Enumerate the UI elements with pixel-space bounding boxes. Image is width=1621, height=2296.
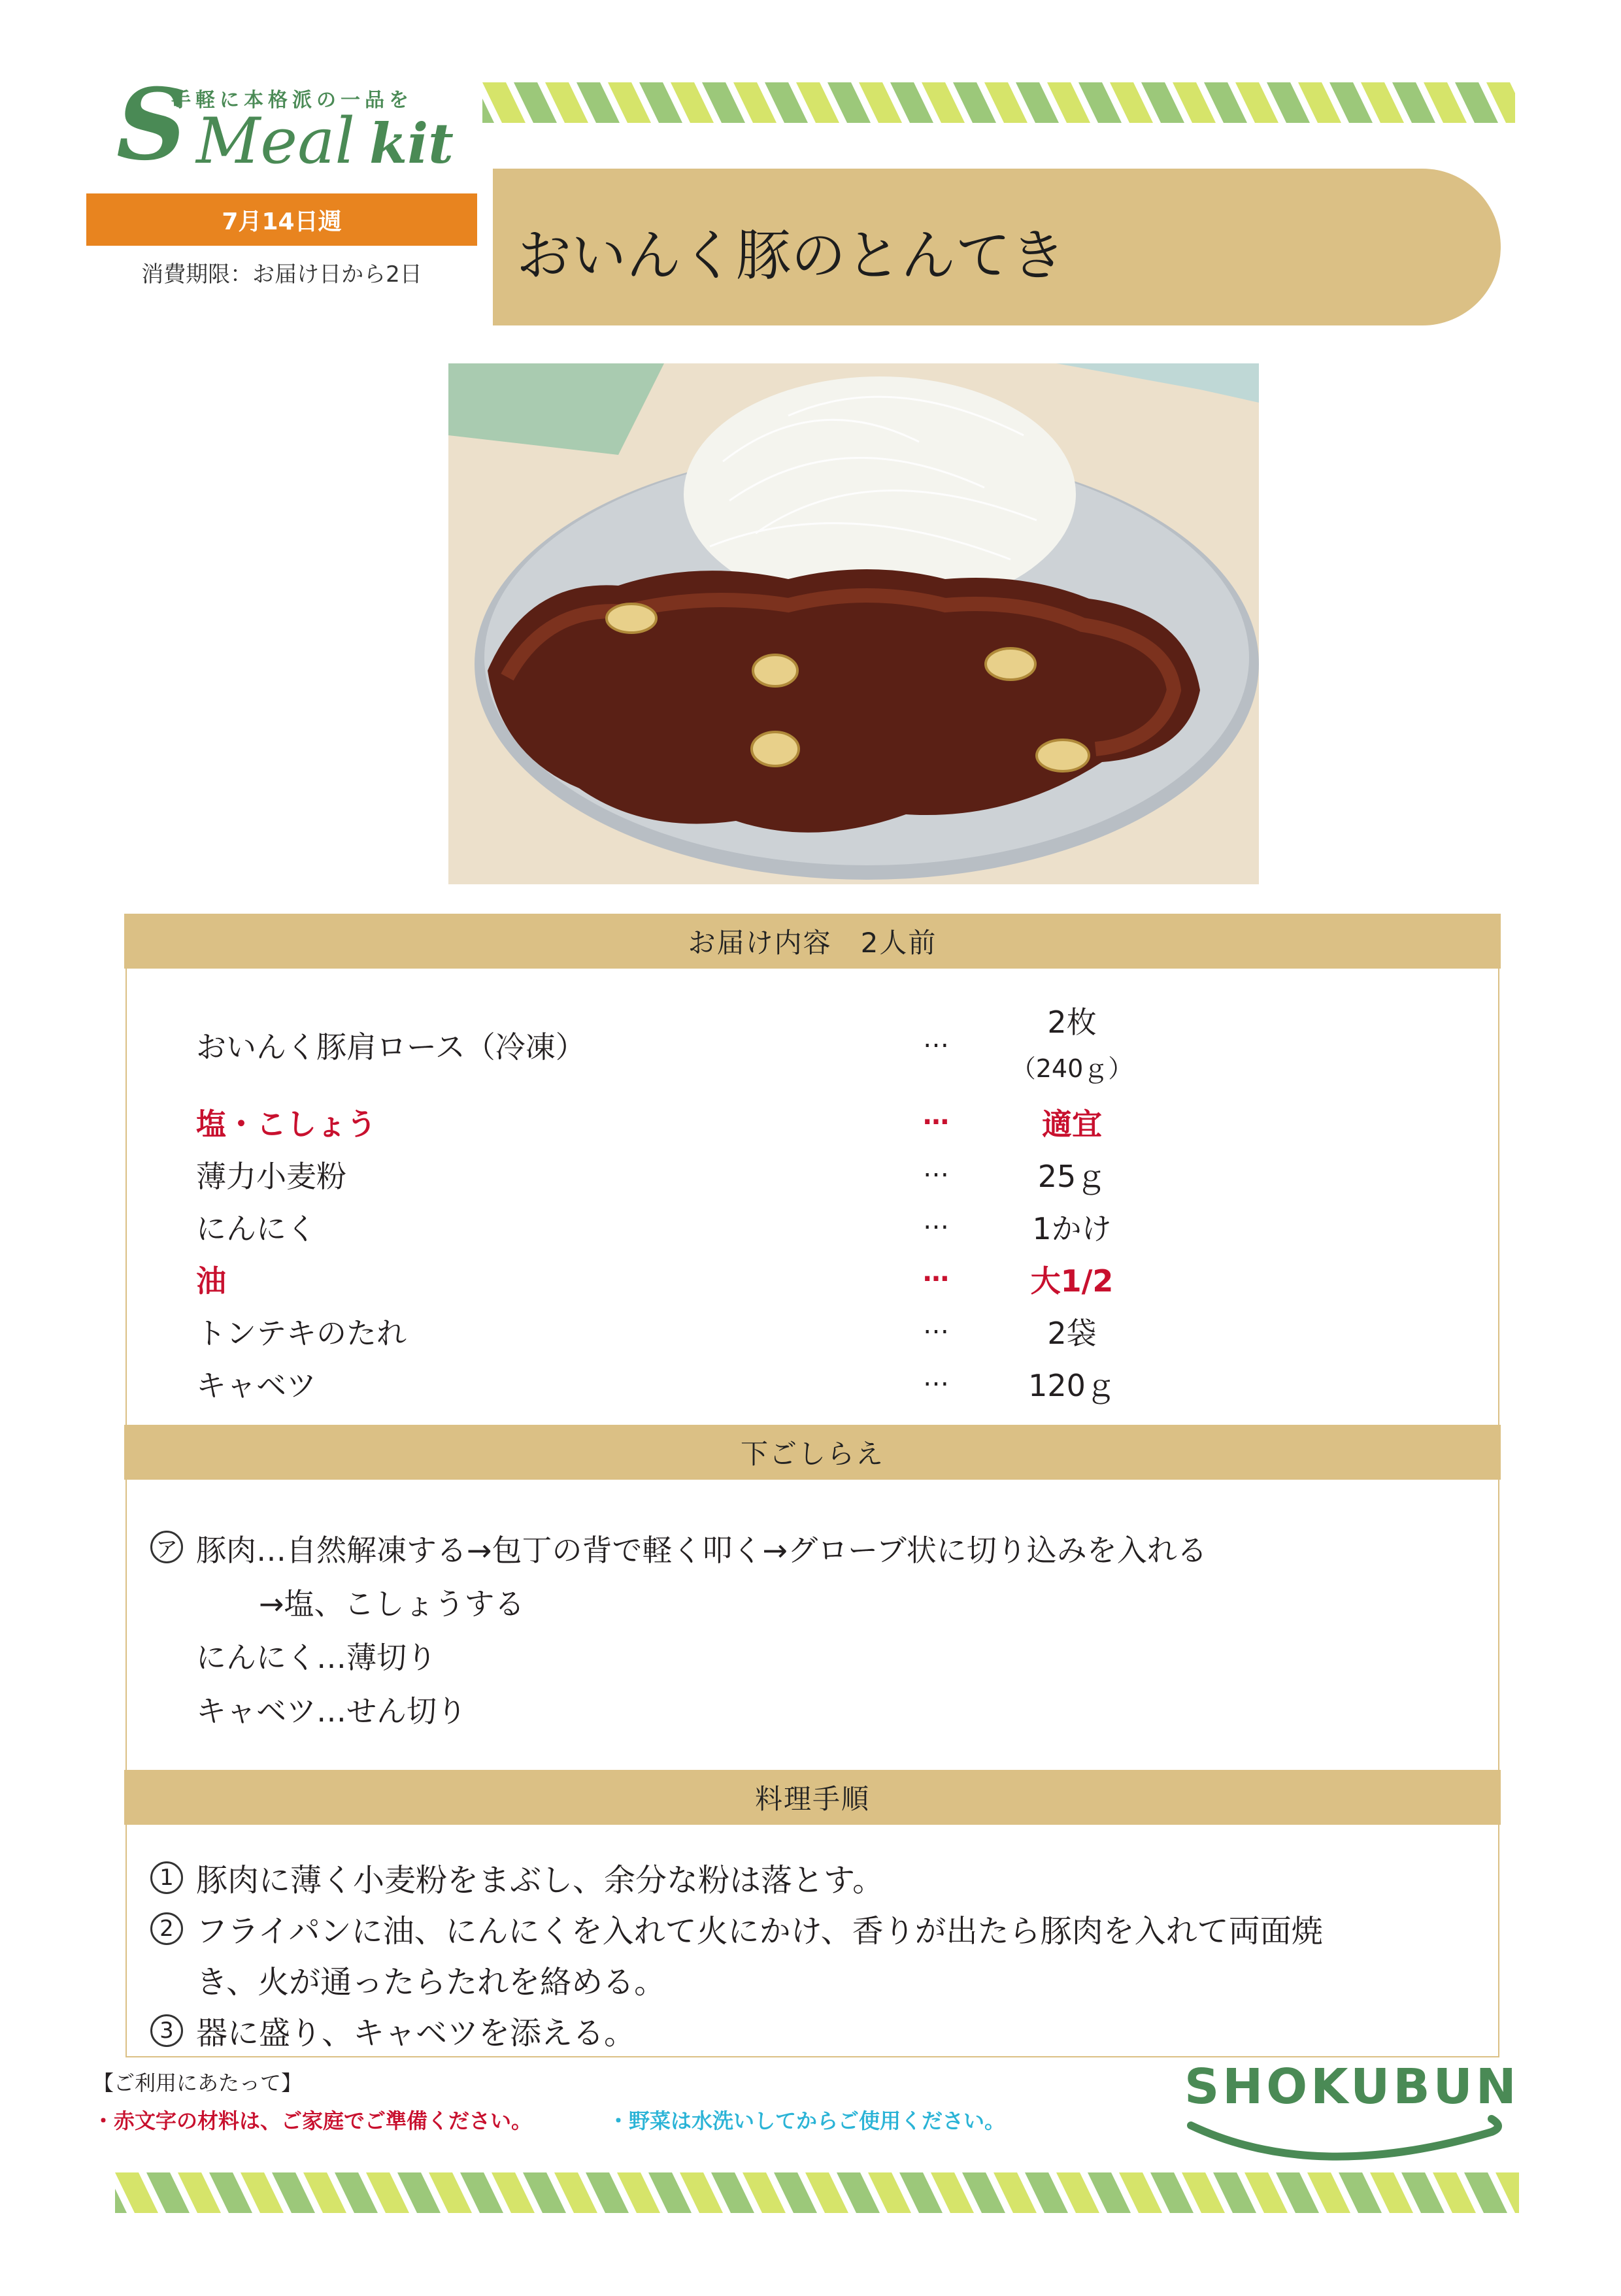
step-text: 器に盛り、キャベツを添える。: [196, 2015, 636, 2052]
prep-line: にんにく…薄切り: [196, 1640, 437, 1675]
stripe-decoration-top: [482, 82, 1515, 123]
ingredient-dots: …: [923, 1257, 949, 1288]
ingredient-dots: …: [923, 1101, 949, 1131]
ingredient-name: 薄力小麦粉: [196, 1159, 346, 1194]
ingredient-qty-weight: （240ｇ）: [1011, 1054, 1133, 1083]
step-text: フライパンに油、にんにくを入れて火にかけ、香りが出たら豚肉を入れて両面焼: [196, 1913, 1323, 1950]
ingredient-qty: 2枚: [1047, 1005, 1097, 1040]
ingredient-dots: …: [923, 1205, 949, 1235]
step-text-continued: き、火が通ったらたれを絡める。: [196, 1964, 666, 2001]
ingredient-qty: 大1/2: [1030, 1263, 1114, 1299]
steps-header: 料理手順: [124, 1770, 1501, 1825]
ingredient-name: にんにく: [196, 1211, 316, 1246]
ingredient-name: おいんく豚肩ロース（冷凍）: [196, 1029, 586, 1065]
prep-line: 豚肉…自然解凍する→包丁の背で軽く叩く→グローブ状に切り込みを入れる: [196, 1533, 1207, 1568]
ingredient-qty: 25ｇ: [1037, 1159, 1107, 1194]
prep-marker: ア: [150, 1531, 183, 1563]
notes-header: 【ご利用にあたって】: [93, 2071, 303, 2095]
prep-line: キャベツ…せん切り: [196, 1693, 467, 1729]
brand-tagline: 手軽に本格派の一品を: [171, 89, 413, 112]
note-red-ingredients: ・赤文字の材料は、ご家庭でご準備ください。: [93, 2108, 533, 2133]
brand-logo-kit: kit: [369, 111, 454, 176]
contents-header: お届け内容 2人前: [124, 914, 1501, 969]
step-text: 豚肉に薄く小麦粉をまぶし、余分な粉は落とす。: [196, 1862, 884, 1899]
ingredient-name: トンテキのたれ: [196, 1316, 407, 1351]
prep-header: 下ごしらえ: [124, 1425, 1501, 1480]
page-title: おいんく豚のとんてき: [516, 224, 1066, 288]
note-wash-vegetables: ・野菜は水洗いしてからご使用ください。: [608, 2108, 1006, 2133]
ingredient-dots: …: [923, 1310, 949, 1340]
step-number: 2: [150, 1912, 183, 1945]
shokubun-logo: SHOKUBUN: [1184, 2059, 1520, 2115]
expiry-text: 消費期限：お届け日から2日: [141, 261, 422, 288]
step-number: 1: [150, 1861, 183, 1894]
ingredient-name: 油: [196, 1263, 226, 1299]
prep-line: →塩、こしょうする: [259, 1586, 525, 1622]
brand-logo-s: S: [116, 67, 188, 182]
brand-logo-meal: Meal: [196, 105, 356, 178]
ingredient-dots: …: [923, 1023, 949, 1054]
stripe-decoration-bottom: [115, 2172, 1519, 2213]
ingredient-qty: 120ｇ: [1028, 1368, 1116, 1403]
step-number: 3: [150, 2014, 183, 2047]
ingredient-name: 塩・こしょう: [196, 1106, 376, 1142]
ingredient-dots: …: [923, 1362, 949, 1392]
ingredient-name: キャベツ: [196, 1368, 316, 1403]
ingredient-qty: 2袋: [1047, 1316, 1097, 1351]
ingredient-dots: …: [923, 1153, 949, 1183]
week-badge: 7月14日週: [86, 193, 477, 246]
dish-photo: [448, 363, 1259, 884]
ingredient-qty: 適宜: [1042, 1106, 1102, 1142]
ingredient-qty: 1かけ: [1032, 1211, 1112, 1246]
